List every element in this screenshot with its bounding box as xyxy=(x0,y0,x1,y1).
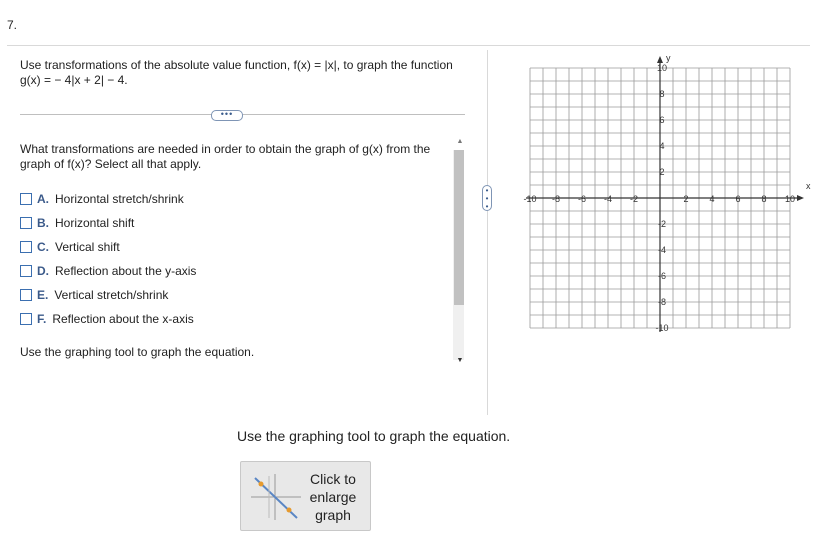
option-e-checkbox[interactable] xyxy=(20,289,32,301)
option-e-label: Vertical stretch/shrink xyxy=(54,288,169,302)
x-tick-label: -2 xyxy=(629,194,639,204)
coordinate-graph[interactable] xyxy=(510,53,811,346)
option-e-letter: E. xyxy=(37,288,49,302)
option-f-checkbox[interactable] xyxy=(20,313,32,325)
problem-line-2: g(x) = − 4|x + 2| − 4. xyxy=(20,73,128,87)
pane-resize-handle[interactable]: • • • xyxy=(482,185,492,211)
option-d-label: Reflection about the y-axis xyxy=(55,264,197,278)
option-f[interactable] xyxy=(20,312,194,326)
question-line-2: graph of f(x)? Select all that apply. xyxy=(20,157,202,171)
x-tick-label: 6 xyxy=(735,194,741,204)
question-line-1: What transformations are needed in order to obtain the graph of g(x) from the xyxy=(20,142,431,156)
option-e[interactable] xyxy=(20,288,168,302)
scrollbar-thumb[interactable] xyxy=(454,150,464,305)
pane-divider xyxy=(487,50,488,415)
option-a[interactable] xyxy=(20,192,184,206)
option-c-letter: C. xyxy=(37,240,49,254)
enlarge-label-line-1: Click to xyxy=(310,471,356,487)
problem-line-1: Use transformations of the absolute value function, f(x) = |x|, to graph the function xyxy=(20,58,453,72)
option-a-checkbox[interactable] xyxy=(20,193,32,205)
y-tick-label: 8 xyxy=(659,89,665,99)
enlarge-button-label xyxy=(303,470,363,524)
y-axis-label: y xyxy=(666,53,671,63)
option-c-checkbox[interactable] xyxy=(20,241,32,253)
instruction-center: Use the graphing tool to graph the equation. xyxy=(237,428,511,444)
x-axis-arrow-icon xyxy=(797,195,804,201)
option-d-checkbox[interactable] xyxy=(20,265,32,277)
x-tick-label: -4 xyxy=(603,194,613,204)
scroll-up-arrow-icon[interactable]: ▲ xyxy=(456,138,464,145)
x-tick-label: 4 xyxy=(709,194,715,204)
y-tick-label: 4 xyxy=(659,141,665,151)
question-text xyxy=(20,142,445,172)
y-tick-label: 2 xyxy=(659,167,665,177)
option-a-letter: A. xyxy=(37,192,49,206)
y-axis-arrow-icon xyxy=(657,56,663,63)
graph-icon xyxy=(247,470,303,524)
x-tick-label: -10 xyxy=(523,194,537,204)
x-tick-label: 8 xyxy=(761,194,767,204)
option-a-label: Horizontal stretch/shrink xyxy=(55,192,184,206)
x-tick-label: 2 xyxy=(683,194,689,204)
enlarge-label-line-2: enlarge xyxy=(309,489,357,505)
scroll-down-arrow-icon[interactable]: ▼ xyxy=(456,357,464,364)
top-divider xyxy=(7,45,810,46)
y-tick-label: -8 xyxy=(657,297,667,307)
enlarge-label-line-3: graph xyxy=(315,507,351,523)
option-b[interactable] xyxy=(20,216,134,230)
option-b-letter: B. xyxy=(37,216,49,230)
graph-tick-labels xyxy=(523,53,811,333)
y-tick-label: 6 xyxy=(659,115,665,125)
option-c-label: Vertical shift xyxy=(55,240,120,254)
x-tick-label: 10 xyxy=(784,194,796,204)
option-f-letter: F. xyxy=(37,312,47,326)
option-d[interactable] xyxy=(20,264,196,278)
y-tick-label: -6 xyxy=(657,271,667,281)
enlarge-graph-button[interactable] xyxy=(240,461,371,531)
option-b-label: Horizontal shift xyxy=(55,216,135,230)
option-b-checkbox[interactable] xyxy=(20,217,32,229)
option-f-label: Reflection about the x-axis xyxy=(52,312,194,326)
x-tick-label: -8 xyxy=(551,194,561,204)
y-tick-label: 10 xyxy=(656,63,668,73)
x-axis-label: x xyxy=(806,181,811,191)
option-d-letter: D. xyxy=(37,264,49,278)
x-tick-label: -6 xyxy=(577,194,587,204)
y-tick-label: -4 xyxy=(657,245,667,255)
y-tick-label: -10 xyxy=(655,323,669,333)
option-c[interactable] xyxy=(20,240,120,254)
question-number: 7. xyxy=(7,18,18,32)
instruction-left: Use the graphing tool to graph the equation. xyxy=(20,345,255,359)
y-tick-label: -2 xyxy=(657,219,667,229)
problem-statement xyxy=(20,58,470,88)
expand-dots-button[interactable]: ••• xyxy=(211,110,243,121)
